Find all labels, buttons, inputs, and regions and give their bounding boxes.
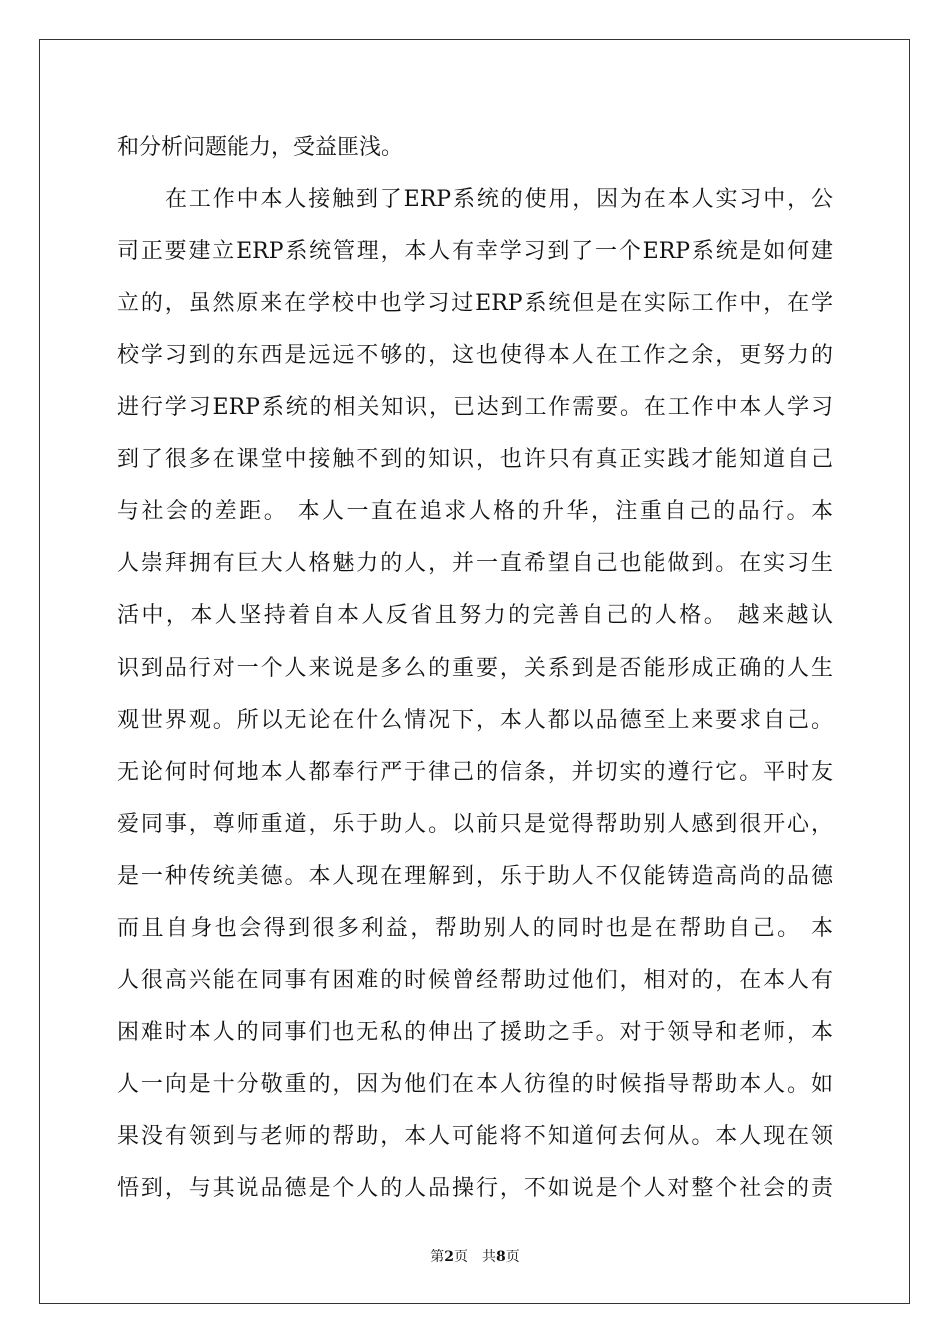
total-suffix: 页	[505, 1249, 520, 1265]
text-line: 校学习到的东西是远远不够的，这也使得本人在工作之余，更努力的	[117, 343, 833, 368]
text-line: 无论何时何地本人都奉行严于律己的信条，并切实的遵行它。平时友	[117, 760, 833, 785]
text-line: 爱同事，尊师重道，乐于助人。以前只是觉得帮助别人感到很开心，	[117, 812, 833, 837]
page-total: 8	[496, 1249, 506, 1265]
page-suffix: 页	[454, 1249, 468, 1265]
text-line: 识到品行对一个人来说是多么的重要，关系到是否能形成正确的人生	[117, 656, 833, 681]
text-line: 困难时本人的同事们也无私的伸出了援助之手。对于领导和老师，本	[117, 1020, 833, 1045]
text-line: 观世界观。所以无论在什么情况下，本人都以品德至上来要求自己。	[117, 708, 833, 733]
text-line: 进行学习ERP系统的相关知识，已达到工作需要。在工作中本人学习	[117, 395, 833, 420]
text-line: 人崇拜拥有巨大人格魅力的人，并一直希望自己也能做到。在实习生	[117, 551, 833, 576]
text-line: 而且自身也会得到很多利益，帮助别人的同时也是在帮助自己。 本	[117, 916, 833, 941]
text-line: 悟到，与其说品德是个人的人品操行，不如说是个人对整个社会的责	[117, 1176, 833, 1201]
text-line: 司正要建立ERP系统管理，本人有幸学习到了一个ERP系统是如何建	[117, 239, 833, 264]
text-line: 与社会的差距。 本人一直在追求人格的升华，注重自己的品行。本	[117, 499, 833, 524]
text-line: 和分析问题能力，受益匪浅。	[117, 135, 404, 160]
total-prefix: 共	[482, 1249, 496, 1265]
page-footer	[0, 1248, 950, 1266]
text-line: 果没有领到与老师的帮助，本人可能将不知道何去何从。本人现在领	[117, 1124, 833, 1149]
page-prefix: 第	[430, 1249, 445, 1265]
text-line: 是一种传统美德。本人现在理解到，乐于助人不仅能铸造高尚的品德	[117, 864, 833, 889]
text-line: 在工作中本人接触到了ERP系统的使用，因为在本人实习中，公	[165, 187, 833, 212]
text-line: 人一向是十分敬重的，因为他们在本人彷徨的时候指导帮助本人。如	[117, 1072, 833, 1097]
text-line: 活中，本人坚持着自本人反省且努力的完善自己的人格。 越来越认	[117, 603, 833, 628]
text-line: 到了很多在课堂中接触不到的知识，也许只有真正实践才能知道自己	[117, 447, 833, 472]
page-current: 2	[444, 1249, 454, 1265]
text-line: 人很高兴能在同事有困难的时候曾经帮助过他们，相对的，在本人有	[117, 968, 833, 993]
text-line: 立的，虽然原来在学校中也学习过ERP系统但是在实际工作中，在学	[117, 291, 833, 316]
